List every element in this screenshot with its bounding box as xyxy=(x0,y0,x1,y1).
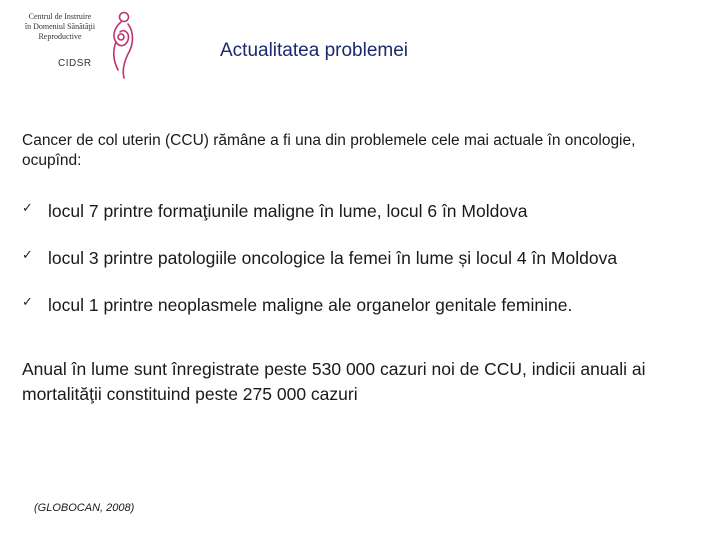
list-item-text: locul 1 printre neoplasmele maligne ale organelor genitale feminine. xyxy=(48,295,573,315)
source-citation: (GLOBOCAN, 2008) xyxy=(34,502,135,514)
organization-logo xyxy=(12,8,132,80)
checkmark-icon: ✓ xyxy=(22,295,33,310)
mother-child-icon xyxy=(104,8,138,80)
ranking-list xyxy=(22,198,712,339)
logo-line: în Domeniul Sănătăţii xyxy=(24,22,96,31)
summary-paragraph: Anual în lume sunt înregistrate peste 530 000 cazuri noi de CCU, indicii anuali ai mortalităţii constituind peste 275 000 cazuri xyxy=(22,359,646,404)
list-item xyxy=(22,292,712,319)
intro-paragraph: Cancer de col uterin (CCU) rămâne a fi una din problemele cele mai actuale în oncologie, ocupînd: xyxy=(22,132,636,169)
slide-title: Actualitatea problemei xyxy=(220,40,408,61)
checkmark-icon: ✓ xyxy=(22,201,33,216)
list-item-text: locul 7 printre formaţiunile maligne în lume, locul 6 în Moldova xyxy=(48,201,528,221)
checkmark-icon: ✓ xyxy=(22,248,33,263)
list-item-text: locul 3 printre patologiile oncologice la femei în lume și locul 4 în Moldova xyxy=(48,248,618,268)
list-item xyxy=(22,198,712,225)
logo-line: Reproductive xyxy=(38,32,82,41)
logo-line: Centrul de Instruire xyxy=(28,12,92,21)
list-item xyxy=(22,245,712,272)
logo-abbreviation: CIDSR xyxy=(58,58,92,69)
logo-text xyxy=(16,12,104,42)
